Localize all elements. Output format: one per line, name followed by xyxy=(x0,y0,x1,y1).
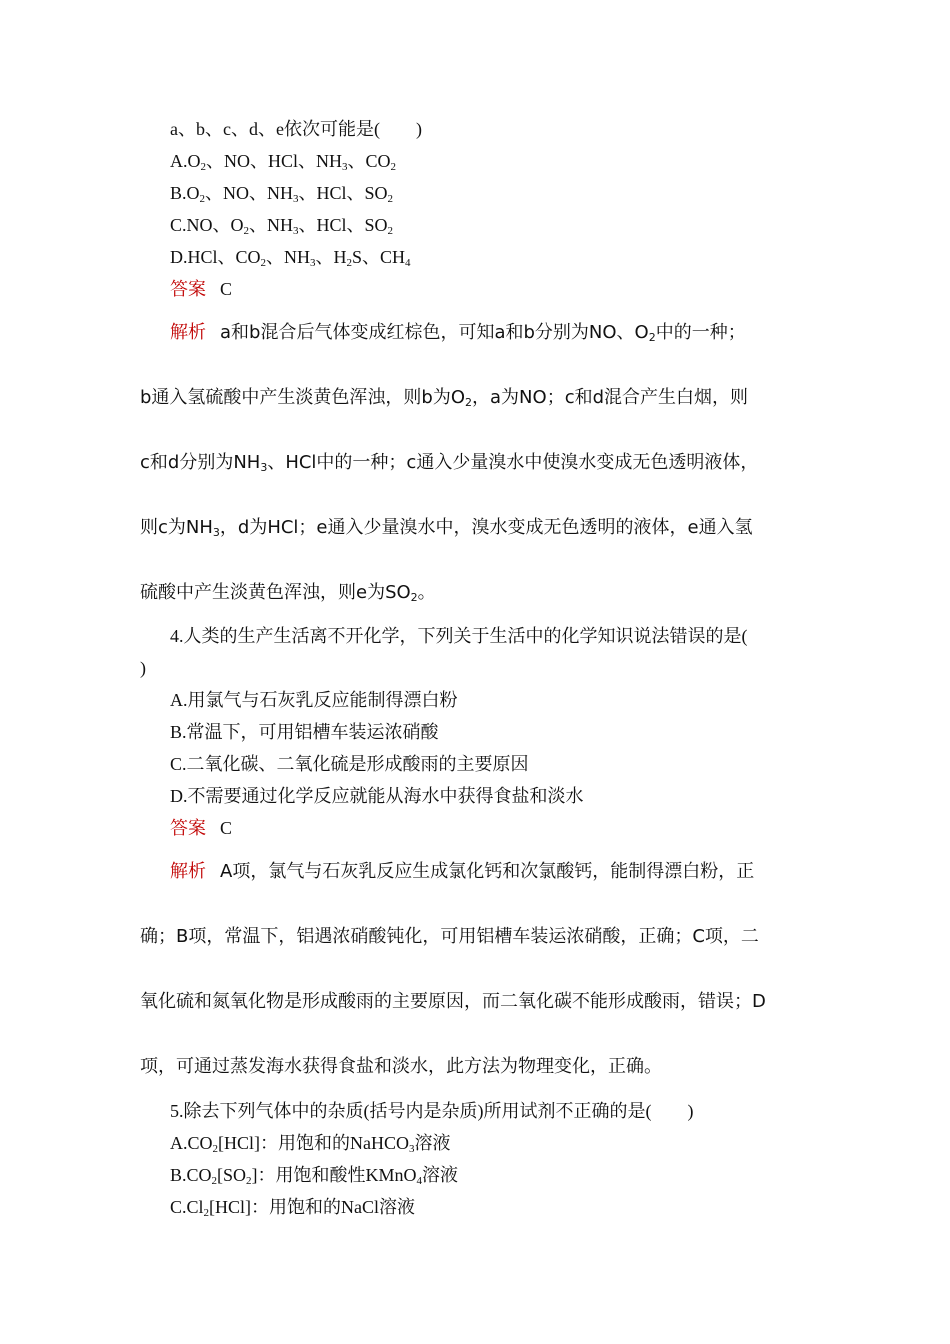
q3-analysis-line-2: b通入氢硫酸中产生淡黄色浑浊，则b为$O_2$，a为NO；c和d混合产生白烟，则 xyxy=(140,387,749,409)
q4-stem: 4.人类的生产生活离不开化学，下列关于生活中的化学知识说法错误的是( xyxy=(170,626,748,646)
answer-label: 答案 xyxy=(170,279,206,300)
q3-option-b: $B.O_2$、NO、$NH_3$、HCl、$SO_2$ xyxy=(170,183,394,205)
q5-option-b: $B.CO_2[SO_2]$：用饱和酸性KMnO$_4$溶液 xyxy=(170,1165,459,1187)
q3-analysis-line-4: 则c为$NH_3$，d为HCl；e通入少量溴水中，溴水变成无色透明的液体，e通入氢 xyxy=(140,517,753,539)
q3-option-a: $A.O_2$、NO、HCl、$NH_3$、$CO_2$ xyxy=(170,151,397,173)
analysis-label: 解析 xyxy=(170,322,206,343)
q4-analysis-line-3: 氧化硫和氮氧化物是形成酸雨的主要原因，而二氧化碳不能形成酸雨，错误；D xyxy=(140,991,766,1012)
answer-value: C xyxy=(220,279,233,299)
q4-option-d: D.不需要通过化学反应就能从海水中获得食盐和淡水 xyxy=(170,786,584,806)
q5-option-a: $A.CO_2[HCl]$：用饱和的NaHCO$_3$溶液 xyxy=(170,1133,451,1155)
q3-option-c: C.NO、$O_2$、$NH_3$、HCl、$SO_2$ xyxy=(170,215,394,237)
answer-value: C xyxy=(220,818,233,838)
answer-label: 答案 xyxy=(170,818,206,839)
q5-option-c: $C.Cl_2[HCl]$：用饱和的NaCl溶液 xyxy=(170,1197,416,1219)
q4-option-a: A.用氯气与石灰乳反应能制得漂白粉 xyxy=(170,690,458,710)
q3-analysis-line-3: c和d分别为$NH_3$、HCl中的一种；c通入少量溴水中使溴水变成无色透明液体， xyxy=(140,452,759,474)
q4-analysis-line-4: 项，可通过蒸发海水获得食盐和淡水，此方法为物理变化，正确。 xyxy=(140,1056,662,1077)
analysis-label: 解析 xyxy=(170,861,206,882)
q3-analysis-line-1: 解析 a和b混合后气体变成红棕色，可知a和b分别为NO、$O_2$中的一种； xyxy=(170,322,746,344)
q4-option-b: B.常温下，可用铝槽车装运浓硝酸 xyxy=(170,722,439,742)
q5-stem: 5.除去下列气体中的杂质(括号内是杂质)所用试剂不正确的是( ) xyxy=(170,1101,694,1121)
q3-option-d: D.HCl、$CO_2$、$NH_3$、$H_2S$、$CH_4$ xyxy=(170,247,411,269)
q4-analysis-line-1: 解析 A项，氯气与石灰乳反应生成氯化钙和次氯酸钙，能制得漂白粉，正 xyxy=(170,861,755,882)
q4-answer xyxy=(170,817,232,840)
q4-analysis-line-2: 确；B项，常温下，铝遇浓硝酸钝化，可用铝槽车装运浓硝酸，正确；C项，二 xyxy=(140,926,759,947)
q3-analysis-line-5: 硫酸中产生淡黄色浑浊，则e为$SO_2$。 xyxy=(140,582,436,604)
q3-stem: a、b、c、d、e依次可能是( ) xyxy=(170,119,422,139)
q3-answer xyxy=(170,278,232,301)
q4-stem-cont: ) xyxy=(140,658,146,678)
q4-option-c: C.二氧化碳、二氧化硫是形成酸雨的主要原因 xyxy=(170,754,529,774)
